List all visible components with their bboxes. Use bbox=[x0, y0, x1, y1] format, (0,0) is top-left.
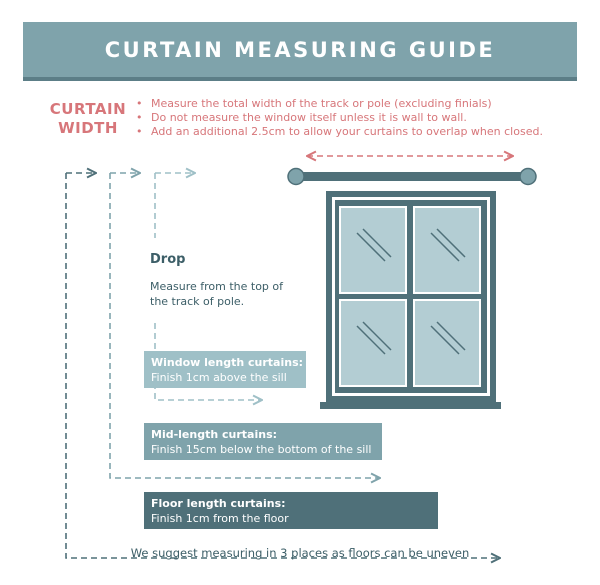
curtain-pole bbox=[288, 169, 536, 185]
floor-length-text: Finish 1cm from the floor bbox=[151, 512, 289, 525]
window-length-box bbox=[144, 351, 306, 388]
width-bullet: • Measure the total width of the track or pole (excluding finials) bbox=[134, 97, 543, 111]
window-illustration bbox=[320, 191, 501, 409]
width-bullet: • Add an additional 2.5cm to allow your curtains to overlap when closed. bbox=[134, 125, 543, 139]
mid-length-text: Finish 15cm below the bottom of the sill bbox=[151, 443, 372, 456]
window-length-title: Window length curtains: bbox=[151, 356, 304, 369]
mid-length-title: Mid-length curtains: bbox=[151, 428, 278, 441]
floor-length-title: Floor length curtains: bbox=[151, 497, 286, 510]
width-bullet: • Do not measure the window itself unless it is wall to wall. bbox=[134, 111, 543, 125]
window-length-text: Finish 1cm above the sill bbox=[151, 371, 287, 384]
mid-length-box bbox=[144, 423, 382, 460]
drop-description: Measure from the top of the track of pole. bbox=[150, 280, 284, 308]
floor-length-box bbox=[144, 492, 438, 529]
page-title: CURTAIN MEASURING GUIDE bbox=[104, 37, 496, 62]
footnote: We suggest measuring in 3 places as floors can be uneven bbox=[130, 546, 470, 560]
curtain-width-label-line1: CURTAIN bbox=[49, 100, 127, 118]
curtain-width-label-line2: WIDTH bbox=[58, 119, 118, 137]
drop-title: Drop bbox=[150, 252, 186, 267]
